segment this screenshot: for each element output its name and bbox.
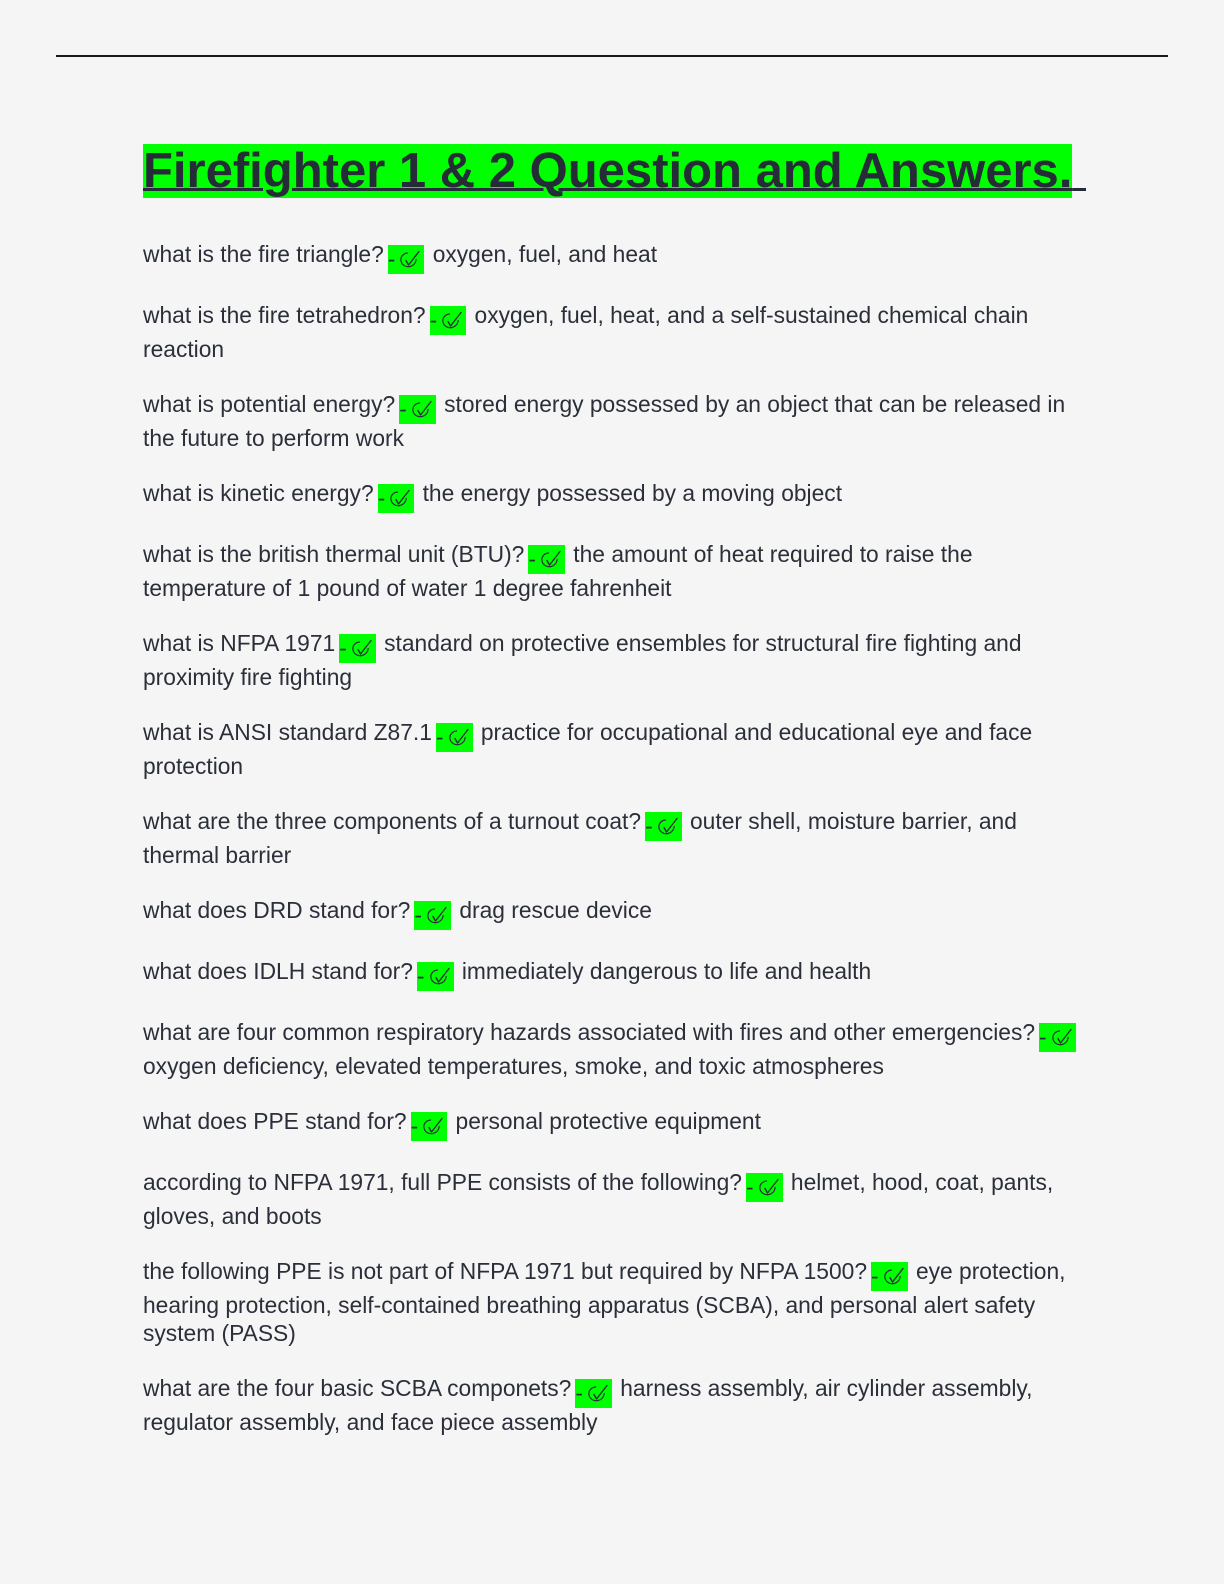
check-mark-icon xyxy=(350,637,374,659)
question-text: what is the british thermal unit (BTU)? xyxy=(143,541,525,567)
marker-dash: - xyxy=(414,902,422,928)
check-mark-icon xyxy=(421,1115,445,1137)
answer-text: oxygen deficiency, elevated temperatures, smoke, and toxic atmospheres xyxy=(143,1053,884,1079)
question-text: what are four common respiratory hazards associated with fires and other emergencies? xyxy=(143,1019,1036,1045)
question-text: according to NFPA 1971, full PPE consists of the following? xyxy=(143,1169,742,1195)
qa-item xyxy=(143,1374,1078,1436)
marker-dash: - xyxy=(575,1380,583,1406)
check-mark-icon xyxy=(539,548,563,570)
qa-list xyxy=(143,240,1078,1463)
answer-text: the energy possessed by a moving object xyxy=(422,480,843,506)
marker-dash: - xyxy=(399,396,407,422)
qa-item xyxy=(143,957,1078,991)
answer-marker xyxy=(339,634,376,663)
qa-item xyxy=(143,1168,1078,1230)
question-text: what is kinetic energy? xyxy=(143,480,374,506)
answer-marker xyxy=(645,812,682,841)
marker-dash: - xyxy=(387,246,396,272)
check-mark-icon xyxy=(410,398,434,420)
answer-text: eye protection, hearing protection, self-contained breathing apparatus (SCBA), and personal alert safety system (PASS) xyxy=(143,1258,1066,1346)
top-rule xyxy=(56,55,1168,57)
answer-marker xyxy=(436,723,473,752)
qa-item xyxy=(143,390,1078,452)
question-text: the following PPE is not part of NFPA 1971 but required by NFPA 1500? xyxy=(143,1258,868,1284)
check-mark-icon xyxy=(425,904,449,926)
document-title xyxy=(143,143,1086,199)
qa-item xyxy=(143,1107,1078,1141)
marker-dash: - xyxy=(416,963,425,989)
question-text: what does PPE stand for? xyxy=(143,1108,407,1134)
marker-dash: - xyxy=(435,724,444,750)
check-mark-icon xyxy=(757,1176,781,1198)
check-mark-icon xyxy=(440,309,464,331)
qa-item xyxy=(143,1018,1078,1080)
answer-text: practice for occupational and educational eye and face protection xyxy=(143,719,1033,779)
check-mark-icon xyxy=(428,965,452,987)
marker-dash: - xyxy=(745,1174,754,1200)
qa-item xyxy=(143,896,1078,930)
marker-dash: - xyxy=(339,635,347,661)
answer-text: stored energy possessed by an object that can be released in the future to perform work xyxy=(143,391,1066,451)
answer-text: immediately dangerous to life and health xyxy=(461,958,872,984)
answer-marker xyxy=(399,395,436,424)
answer-text: oxygen, fuel, heat, and a self-sustained chemical chain reaction xyxy=(143,302,1029,362)
answer-marker xyxy=(388,245,425,274)
qa-item xyxy=(143,1257,1078,1347)
check-mark-icon xyxy=(1050,1026,1074,1048)
question-text: what is the fire triangle? xyxy=(143,241,384,267)
answer-text: standard on protective ensembles for structural fire fighting and proximity fire fighting xyxy=(143,630,1022,690)
qa-item xyxy=(143,718,1078,780)
question-text: what is NFPA 1971 xyxy=(143,630,336,656)
qa-item xyxy=(143,240,1078,274)
answer-marker xyxy=(378,484,415,513)
qa-item xyxy=(143,479,1078,513)
check-mark-icon xyxy=(656,815,680,837)
title-text: Firefighter 1 & 2 Question and Answers. xyxy=(143,144,1073,198)
question-text: what is ANSI standard Z87.1 xyxy=(143,719,432,745)
answer-text: oxygen, fuel, and heat xyxy=(432,241,658,267)
answer-marker xyxy=(575,1379,612,1408)
answer-marker xyxy=(414,901,451,930)
answer-marker xyxy=(430,306,467,335)
answer-text: personal protective equipment xyxy=(455,1108,761,1134)
marker-dash: - xyxy=(645,813,653,839)
answer-text: the amount of heat required to raise the temperature of 1 pound of water 1 degree fahrenheit xyxy=(143,541,973,601)
check-mark-icon xyxy=(447,726,471,748)
question-text: what is the fire tetrahedron? xyxy=(143,302,426,328)
marker-dash: - xyxy=(410,1113,419,1139)
answer-marker xyxy=(746,1173,783,1202)
qa-item xyxy=(143,540,1078,602)
question-text: what does DRD stand for? xyxy=(143,897,411,923)
question-text: what are the four basic SCBA componets? xyxy=(143,1375,572,1401)
marker-dash: - xyxy=(528,546,536,572)
qa-item xyxy=(143,301,1078,363)
check-mark-icon xyxy=(398,248,422,270)
answer-marker xyxy=(871,1262,908,1291)
check-mark-icon xyxy=(882,1265,906,1287)
answer-marker xyxy=(411,1112,448,1141)
answer-text: harness assembly, air cylinder assembly, regulator assembly, and face piece assembly xyxy=(143,1375,1033,1435)
answer-marker xyxy=(528,545,565,574)
check-mark-icon xyxy=(586,1382,610,1404)
qa-item xyxy=(143,629,1078,691)
marker-dash: - xyxy=(429,307,438,333)
answer-marker xyxy=(417,962,454,991)
marker-dash: - xyxy=(377,485,386,511)
answer-text: outer shell, moisture barrier, and thermal barrier xyxy=(143,808,1017,868)
answer-marker xyxy=(1039,1023,1076,1052)
check-mark-icon xyxy=(388,487,412,509)
marker-dash: - xyxy=(871,1263,879,1289)
qa-item xyxy=(143,807,1078,869)
question-text: what does IDLH stand for? xyxy=(143,958,413,984)
answer-text: drag rescue device xyxy=(459,897,652,923)
question-text: what are the three components of a turnout coat? xyxy=(143,808,642,834)
question-text: what is potential energy? xyxy=(143,391,396,417)
answer-text: helmet, hood, coat, pants, gloves, and boots xyxy=(143,1169,1054,1229)
marker-dash: - xyxy=(1039,1024,1047,1050)
